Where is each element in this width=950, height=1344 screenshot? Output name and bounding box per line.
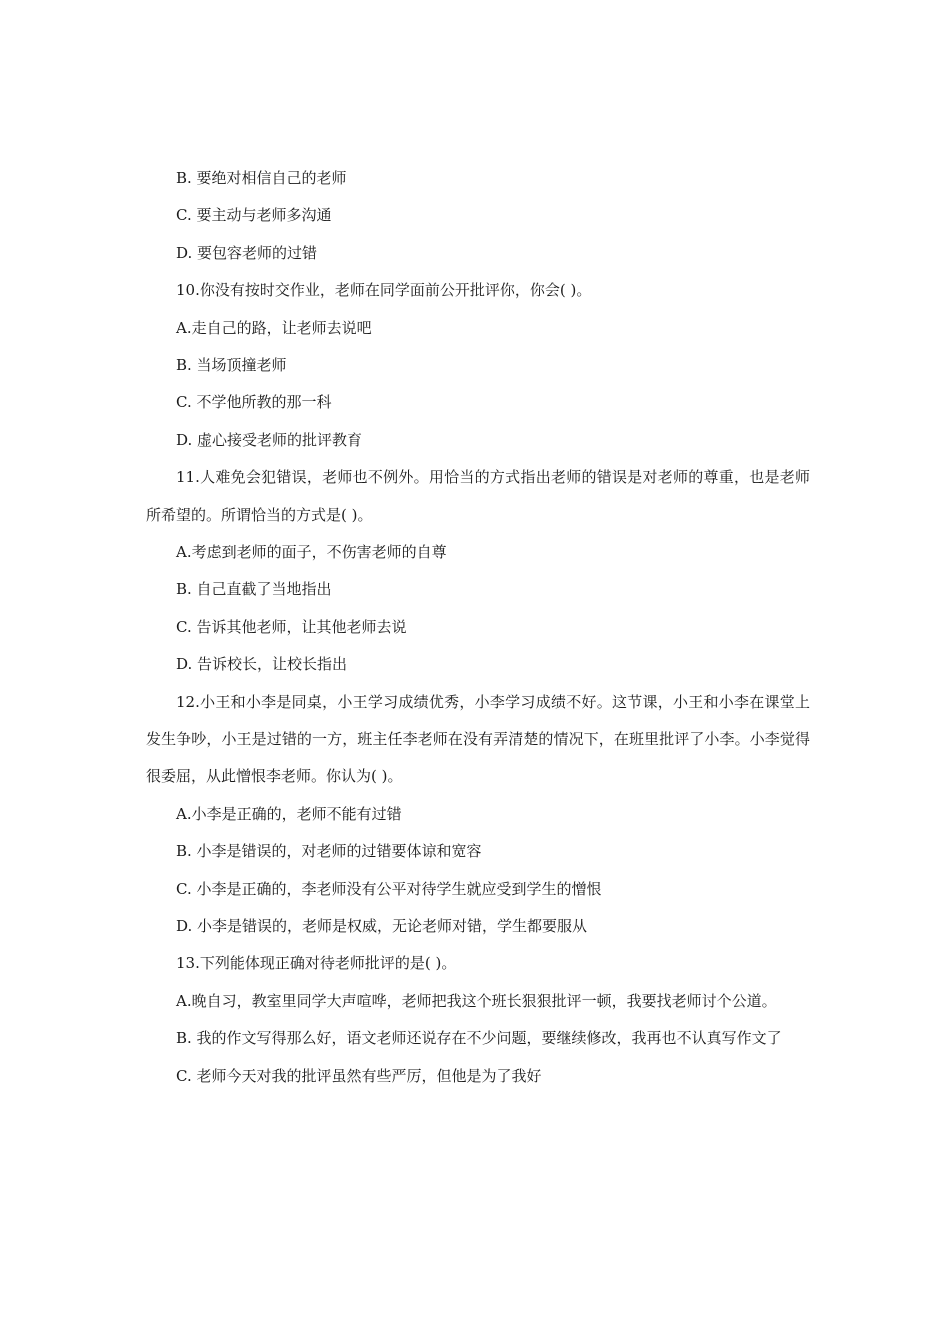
question-10: 10.你没有按时交作业，老师在同学面前公开批评你，你会( )。: [176, 281, 592, 300]
option-9b: B. 要绝对相信自己的老师: [176, 169, 347, 187]
option-10b: B. 当场顶撞老师: [176, 355, 287, 374]
option-13c: C. 老师今天对我的批评虽然有些严厉，但他是为了我好: [176, 1066, 542, 1085]
option-12b: B. 小李是错误的，对老师的过错要体谅和宽容: [176, 842, 482, 861]
option-12c: C. 小李是正确的，李老师没有公平对待学生就应受到学生的憎恨: [176, 879, 602, 898]
document-body: [146, 160, 810, 1095]
option-10d: D. 虚心接受老师的批评教育: [176, 430, 363, 449]
option-11c: C. 告诉其他老师，让其他老师去说: [176, 617, 407, 636]
option-9d: D. 要包容老师的过错: [176, 243, 318, 262]
option-13b: B. 我的作文写得那么好，语文老师还说存在不少问题，要继续修改，我再也不认真写作文了: [176, 1029, 782, 1048]
question-11: 11.人难免会犯错误，老师也不例外。用恰当的方式指出老师的错误是对老师的尊重，也是老师所希望的。所谓恰当的方式是( )。: [146, 468, 810, 524]
question-13: 13.下列能体现正确对待老师批评的是( )。: [176, 954, 457, 973]
option-11b: B. 自己直截了当地指出: [176, 580, 332, 599]
option-10a: A.走自己的路，让老师去说吧: [176, 318, 372, 337]
option-12a: A.小李是正确的，老师不能有过错: [176, 804, 402, 823]
option-9c: C. 要主动与老师多沟通: [176, 206, 332, 225]
option-11a: A.考虑到老师的面子，不伤害老师的自尊: [176, 542, 447, 561]
option-13a: A.晚自习，教室里同学大声喧哗，老师把我这个班长狠狠批评一顿，我要找老师讨个公道。: [176, 991, 777, 1010]
option-12d: D. 小李是错误的，老师是权威，无论老师对错，学生都要服从: [176, 916, 588, 935]
option-10c: C. 不学他所教的那一科: [176, 393, 332, 412]
question-12: 12.小王和小李是同桌，小王学习成绩优秀，小李学习成绩不好。这节课，小王和小李在课堂上发生争吵，小王是过错的一方，班主任李老师在没有弄清楚的情况下，在班里批评了小李。小李觉得很委屈，从此憎恨李老师。你认为( )。: [146, 692, 810, 786]
option-11d: D. 告诉校长，让校长指出: [176, 655, 348, 674]
